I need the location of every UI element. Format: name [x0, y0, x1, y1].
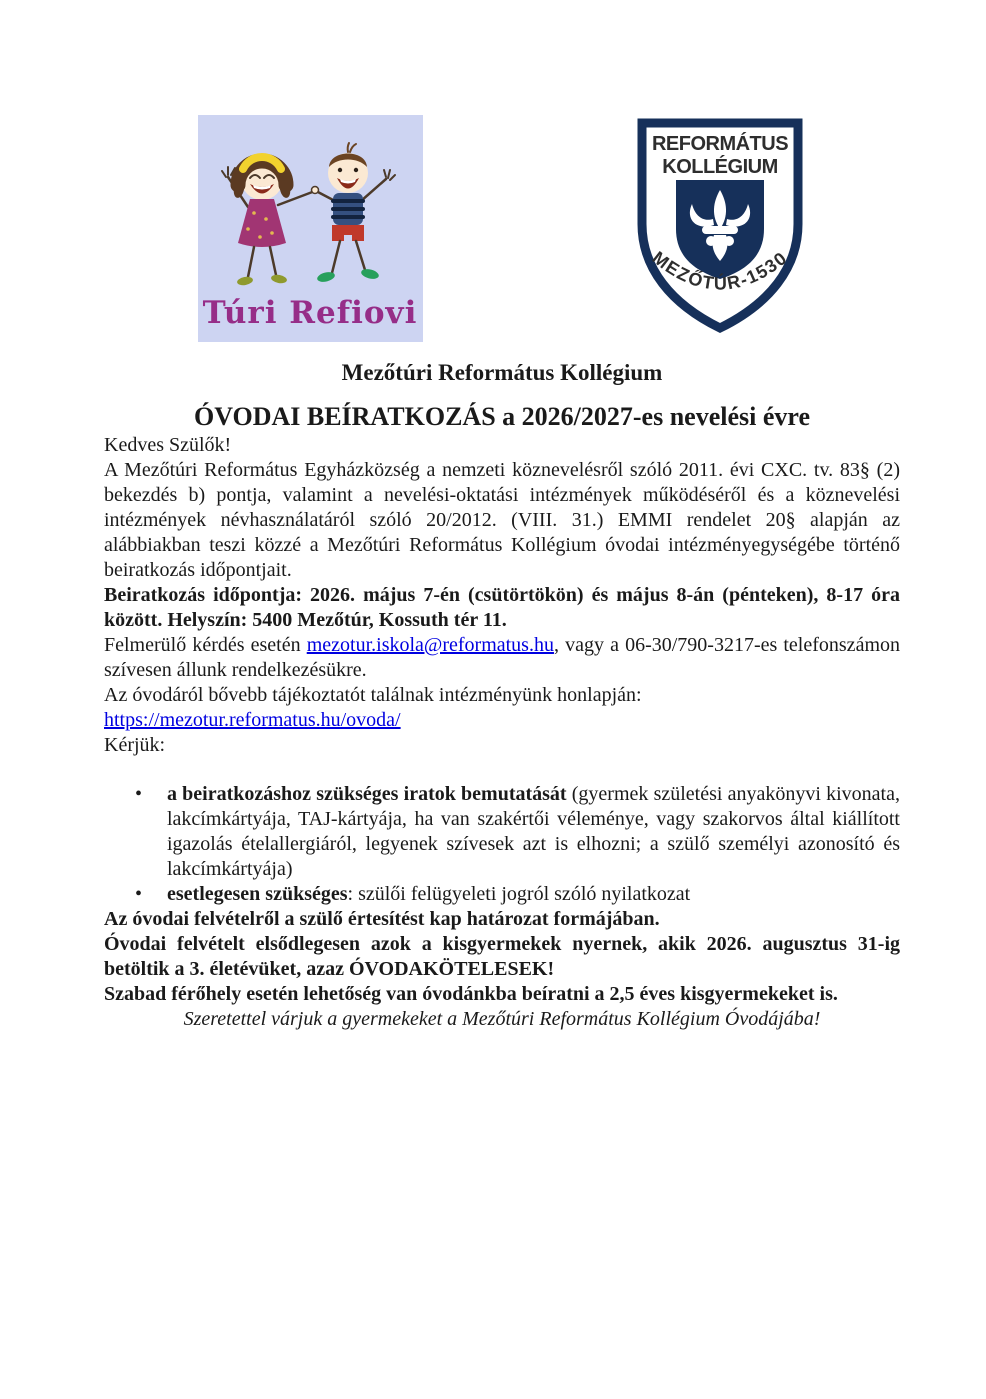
website-link[interactable]: https://mezotur.reformatus.hu/ovoda/ — [104, 709, 401, 731]
bullet-icon: • — [135, 783, 143, 805]
website-link-line — [104, 708, 900, 733]
bullet-normal-text: (gyermek születési anyakönyvi kivonata, lakcímkártyája, TAJ-kártyája, ha van szakértői véleménye, vagy szakorvos által kiállított igazolás ételallergiáról, legyenek szívesek azt is elhozni; a szülő személyi azonosító és lakcímkártyája) — [167, 783, 900, 880]
document-body — [0, 433, 986, 1032]
joined-hands — [312, 187, 319, 194]
crest-curved-text: MEZŐTÚR-1530 — [648, 247, 792, 294]
reformatus-kollegium-crest — [635, 116, 805, 336]
contact-paragraph — [104, 633, 900, 683]
notice-paragraph: Az óvodai felvételről a szülő értesítést kap határozat formájában. — [104, 908, 660, 930]
crest-text-line2: KOLLÉGIUM — [662, 156, 778, 178]
contact-text-before: Felmerülő kérdés esetén — [104, 634, 307, 656]
email-link[interactable]: mezotur.iskola@reformatus.hu — [306, 634, 554, 656]
page-title: Mezőtúri Református Kollégium — [341, 360, 663, 385]
list-item — [104, 782, 900, 882]
page-subtitle: ÓVODAI BEÍRATKOZÁS a 2026/2027-es nevelési évre — [193, 402, 810, 431]
crest-illustration — [635, 116, 805, 336]
bullet-icon: • — [135, 883, 143, 905]
children-illustration — [198, 115, 423, 342]
bullet-bold-text: esetlegesen szükséges — [167, 883, 348, 905]
requirements-list — [104, 782, 900, 907]
boy-eye-left — [338, 168, 342, 172]
header-logos — [0, 0, 986, 343]
intro-paragraph: A Mezőtúri Református Egyházközség a nemzeti köznevelésről szóló 2011. évi CXC. tv. 83§ (2) bekezdés b) pontja, valamint a nevelési-oktatási intézmények működéséről és a köznevelési intézmények névhasználatáról szóló 20/2012. (VIII. 31.) EMMI rendelet 20§ alapján az alábbiakban teszi közzé a Mezőtúri Református Kollégium óvodai intézményegységébe történő beiratkozás időpontjait. — [104, 459, 900, 581]
contact-text-after: , vagy a 06-30/790-3217-es telefonszámon szívesen állunk rendelkezésükre. — [104, 634, 900, 681]
free-places-paragraph: Szabad férőhely esetén lehetőség van óvodánkba beíratni a 2,5 éves kisgyermekeket is. — [104, 983, 838, 1005]
crest-text-line1: REFORMÁTUS — [651, 133, 789, 155]
website-intro-line: Az óvodáról bővebb tájékoztatót találnak intézményünk honlapján: — [104, 684, 642, 706]
boy-eye-right — [354, 168, 358, 172]
list-item — [104, 882, 900, 907]
bullet-bold-text: a beiratkozáshoz szükséges iratok bemutatását — [167, 783, 567, 805]
request-label: Kérjük: — [104, 734, 166, 756]
priority-paragraph: Óvodai felvételt elsődlegesen azok a kisgyermekek nyernek, akik 2026. augusztus 31-ig betöltik a 3. életévüket, azaz ÓVODAKÖTELESEK! — [104, 933, 900, 980]
logo-caption: Túri Refiovi — [202, 295, 418, 331]
enrollment-paragraph: Beiratkozás időpontja: 2026. május 7-én (csütörtökön) és május 8-án (pénteken), 8-17 óra között. Helyszín: 5400 Mezőtúr, Kossuth tér 11. — [104, 584, 900, 631]
greeting-line: Kedves Szülők! — [104, 434, 232, 456]
turi-refiovi-logo — [198, 115, 423, 342]
closing-line: Szeretettel várjuk a gyermekeket a Mezőtúri Református Kollégium Óvodájába! — [183, 1008, 821, 1030]
bullet-normal-text: : szülői felügyeleti jogról szóló nyilatkozat — [347, 883, 691, 905]
